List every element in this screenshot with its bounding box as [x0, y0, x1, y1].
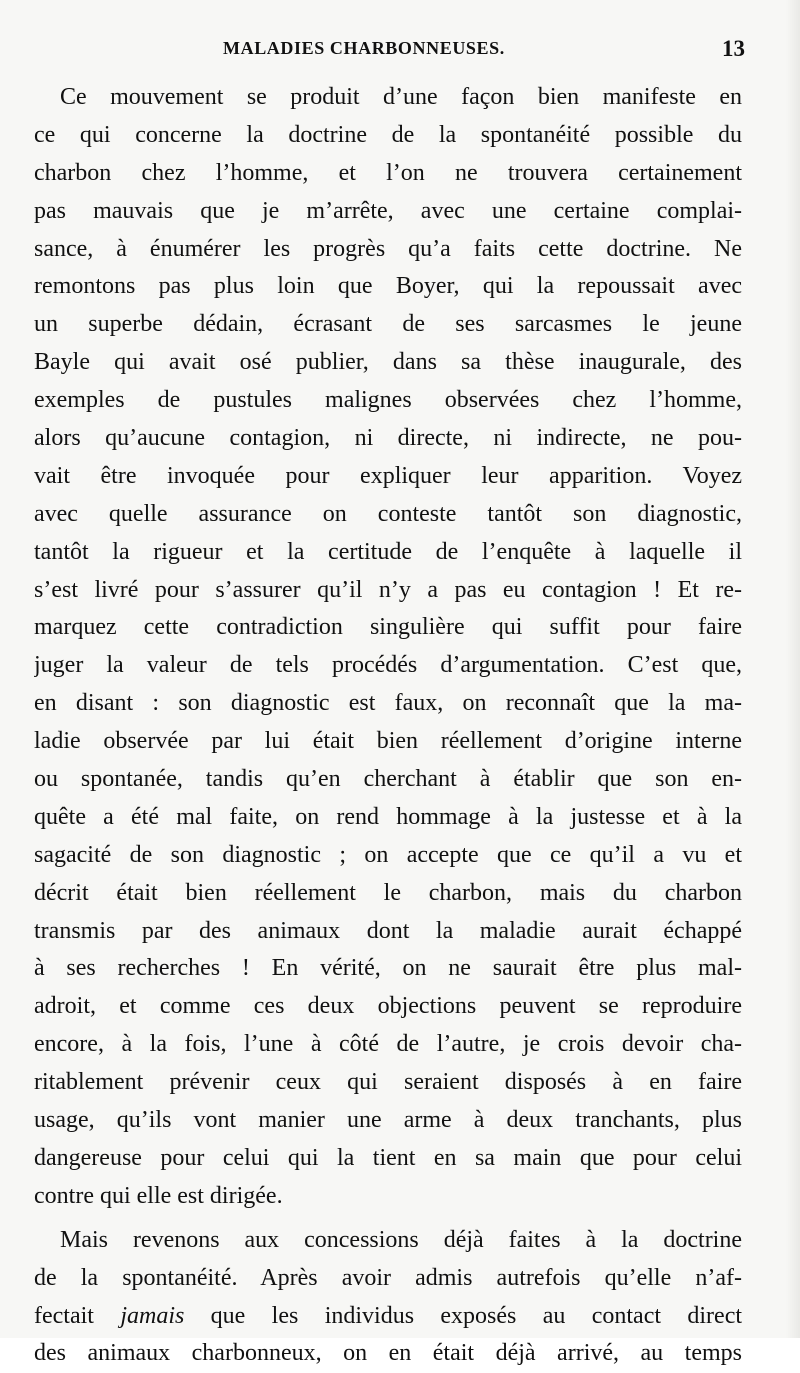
- paragraph-1: [34, 79, 742, 1216]
- text-line: de la spontanéité. Après avoir admis autrefois qu’elle n’af-: [34, 1264, 742, 1291]
- text-line: en disant : son diagnostic est faux, on reconnaît que la ma-: [34, 690, 742, 717]
- text-line: un superbe dédain, écrasant de ses sarcasmes le jeune: [34, 311, 742, 338]
- running-head: [30, 38, 745, 68]
- text-line: exemples de pustules malignes observées chez l’homme,: [34, 387, 742, 414]
- text-line: sance, à énumérer les progrès qu’a faits cette doctrine. Ne: [34, 235, 742, 262]
- text-line: alors qu’aucune contagion, ni directe, ni indirecte, ne pou-: [34, 425, 742, 452]
- text-line: juger la valeur de tels procédés d’argumentation. C’est que,: [34, 652, 742, 679]
- text-segment: que les individus exposés au contact direct: [184, 1302, 742, 1329]
- body-text: [34, 79, 742, 1373]
- text-line: ce qui concerne la doctrine de la spontanéité possible du: [34, 121, 742, 148]
- text-line: transmis par des animaux dont la maladie aurait échappé: [34, 917, 742, 944]
- text-line: adroit, et comme ces deux objections peuvent se reproduire: [34, 993, 742, 1020]
- text-line: avec quelle assurance on conteste tantôt son diagnostic,: [34, 500, 742, 527]
- text-line: ritablement prévenir ceux qui seraient disposés à en faire: [34, 1069, 742, 1096]
- paragraph-2: [34, 1222, 742, 1373]
- text-line: tantôt la rigueur et la certitude de l’enquête à laquelle il: [34, 538, 742, 565]
- text-line: Mais revenons aux concessions déjà faites à la doctrine: [60, 1226, 742, 1253]
- text-line: à ses recherches ! En vérité, on ne saurait être plus mal-: [34, 955, 742, 982]
- text-line: pas mauvais que je m’arrête, avec une certaine complai-: [34, 197, 742, 224]
- text-line: sagacité de son diagnostic ; on accepte que ce qu’il a vu et: [34, 841, 742, 868]
- text-line: des animaux charbonneux, on en était déjà arrivé, au temps: [34, 1340, 742, 1367]
- text-line: vait être invoquée pour expliquer leur apparition. Voyez: [34, 462, 742, 489]
- text-line: encore, à la fois, l’une à côté de l’autre, je crois devoir cha-: [34, 1031, 742, 1058]
- text-line: marquez cette contradiction singulière qui suffit pour faire: [34, 614, 742, 641]
- page-edge: [786, 0, 800, 1338]
- text-line: ladie observée par lui était bien réellement d’origine interne: [34, 728, 742, 755]
- text-segment: fectait: [34, 1302, 121, 1329]
- text-line: remontons pas plus loin que Boyer, qui la repoussait avec: [34, 273, 742, 300]
- text-line: quête a été mal faite, on rend hommage à la justesse et à la: [34, 803, 742, 830]
- text-line: usage, qu’ils vont manier une arme à deux tranchants, plus: [34, 1107, 742, 1134]
- running-title: MALADIES CHARBONNEUSES.: [223, 38, 505, 58]
- text-line-with-emphasis: [34, 1298, 742, 1336]
- text-line: Bayle qui avait osé publier, dans sa thèse inaugurale, des: [34, 349, 742, 376]
- text-line: ou spontanée, tandis qu’en cherchant à établir que son en-: [34, 766, 742, 793]
- text-line: dangereuse pour celui qui la tient en sa main que pour celui: [34, 1144, 742, 1171]
- text-line: s’est livré pour s’assurer qu’il n’y a pas eu contagion ! Et re-: [34, 576, 742, 603]
- emphasized-word: jamais: [120, 1302, 185, 1329]
- text-line: Ce mouvement se produit d’une façon bien manifeste en: [60, 84, 742, 110]
- text-line: décrit était bien réellement le charbon, mais du charbon: [34, 879, 742, 906]
- page-number: 13: [722, 36, 745, 61]
- text-line: contre qui elle est dirigée.: [34, 1182, 283, 1209]
- text-line: charbon chez l’homme, et l’on ne trouvera certainement: [34, 159, 742, 186]
